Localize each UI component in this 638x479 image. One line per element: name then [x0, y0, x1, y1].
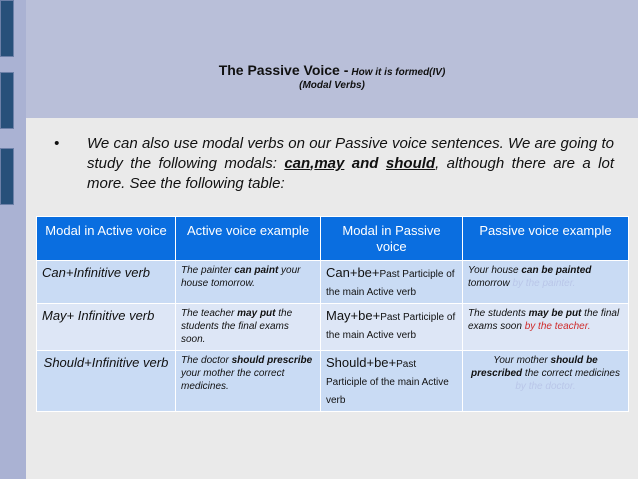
- passive-modal-note: Past Participle of the main Active verb: [326, 269, 455, 298]
- table-row: [37, 261, 629, 304]
- passive-modal-formula: May+be+: [326, 308, 381, 323]
- cell-active-example: [176, 351, 321, 412]
- active-post: your house tomorrow.: [181, 265, 301, 289]
- active-modal-phrase: should prescribe: [231, 355, 313, 366]
- active-post: your mother the correct medicines.: [181, 368, 285, 392]
- modal-can: can: [284, 155, 311, 172]
- passive-modal-formula: Should+be+: [326, 355, 397, 370]
- title-second-line: (Modal Verbs): [299, 80, 365, 91]
- cell-modal-active: Can+Infinitive verb: [37, 261, 176, 304]
- slide-title: [26, 62, 638, 78]
- table-row: [37, 351, 629, 412]
- active-modal-phrase: may put: [237, 308, 276, 319]
- header-passive-example: Passive voice example: [463, 217, 629, 261]
- passive-post: the correct medicines: [522, 368, 620, 379]
- header-modal-active: Modal in Active voice: [37, 217, 176, 261]
- bullet-text-part2: , although there are a lot more. See the following table:: [87, 155, 614, 192]
- header-active-example: Active voice example: [176, 217, 321, 261]
- cell-modal-passive: [321, 351, 463, 412]
- passive-modal-note: Past Participle of the main Active verb: [326, 312, 456, 341]
- title-main-text: The Passive Voice -: [218, 62, 349, 78]
- passive-agent: by the painter.: [512, 278, 576, 289]
- and-word: and: [344, 155, 386, 172]
- cell-modal-active: May+ Infinitive verb: [37, 304, 176, 351]
- slide-tab-marker: [0, 148, 14, 205]
- passive-modal-note: Past Participle of the main Active verb: [326, 359, 449, 406]
- passive-modal-phrase: can be painted: [521, 265, 592, 276]
- table-header-row: [37, 217, 629, 261]
- active-pre: The painter: [181, 265, 235, 276]
- active-pre: The doctor: [181, 355, 232, 366]
- passive-modal-formula: Can+be+: [326, 265, 380, 280]
- passive-modal-phrase: should be prescribed: [471, 355, 598, 379]
- bullet-icon: •: [54, 135, 60, 152]
- cell-passive-example: [463, 351, 629, 412]
- passive-agent: by the teacher.: [524, 321, 591, 332]
- title-subtitle: How it is formed(IV): [351, 67, 446, 78]
- passive-agent: by the doctor.: [515, 381, 576, 392]
- header-modal-passive: Modal in Passive voice: [321, 217, 463, 261]
- slide-tab-marker: [0, 0, 14, 57]
- passive-post: the final exams soon: [468, 308, 620, 332]
- active-post: the students the final exams soon.: [181, 308, 293, 345]
- table-row: [37, 304, 629, 351]
- bullet-item: [54, 134, 614, 194]
- passive-pre: Your house: [468, 265, 522, 276]
- modal-should: should: [385, 155, 436, 172]
- slide-title-area: [26, 0, 638, 118]
- cell-modal-passive: [321, 261, 463, 304]
- cell-active-example: [176, 304, 321, 351]
- active-modal-phrase: can paint: [234, 265, 279, 276]
- cell-passive-example: [463, 261, 629, 304]
- bullet-text: We can also use modal verbs on our Passive voice sentences. We are going to study the following modals: can,may and should, although there are a lot more. See the following table:: [87, 135, 614, 192]
- slide-content: [26, 118, 638, 479]
- passive-pre: Your mother: [493, 355, 551, 366]
- slide-tab-marker: [0, 72, 14, 129]
- passive-modal-phrase: may be put: [528, 308, 582, 319]
- passive-pre: The students: [468, 308, 529, 319]
- cell-active-example: [176, 261, 321, 304]
- modal-passive-table: [36, 216, 629, 412]
- bullet-text-part1: We can also use modal verbs on our Passive voice sentences. We are going to study the following modals:: [87, 135, 614, 172]
- cell-modal-passive: [321, 304, 463, 351]
- active-pre: The teacher: [181, 308, 238, 319]
- modal-may: may: [314, 155, 345, 172]
- cell-passive-example: [463, 304, 629, 351]
- passive-post: tomorrow: [468, 278, 513, 289]
- cell-modal-active: Should+Infinitive verb: [37, 351, 176, 412]
